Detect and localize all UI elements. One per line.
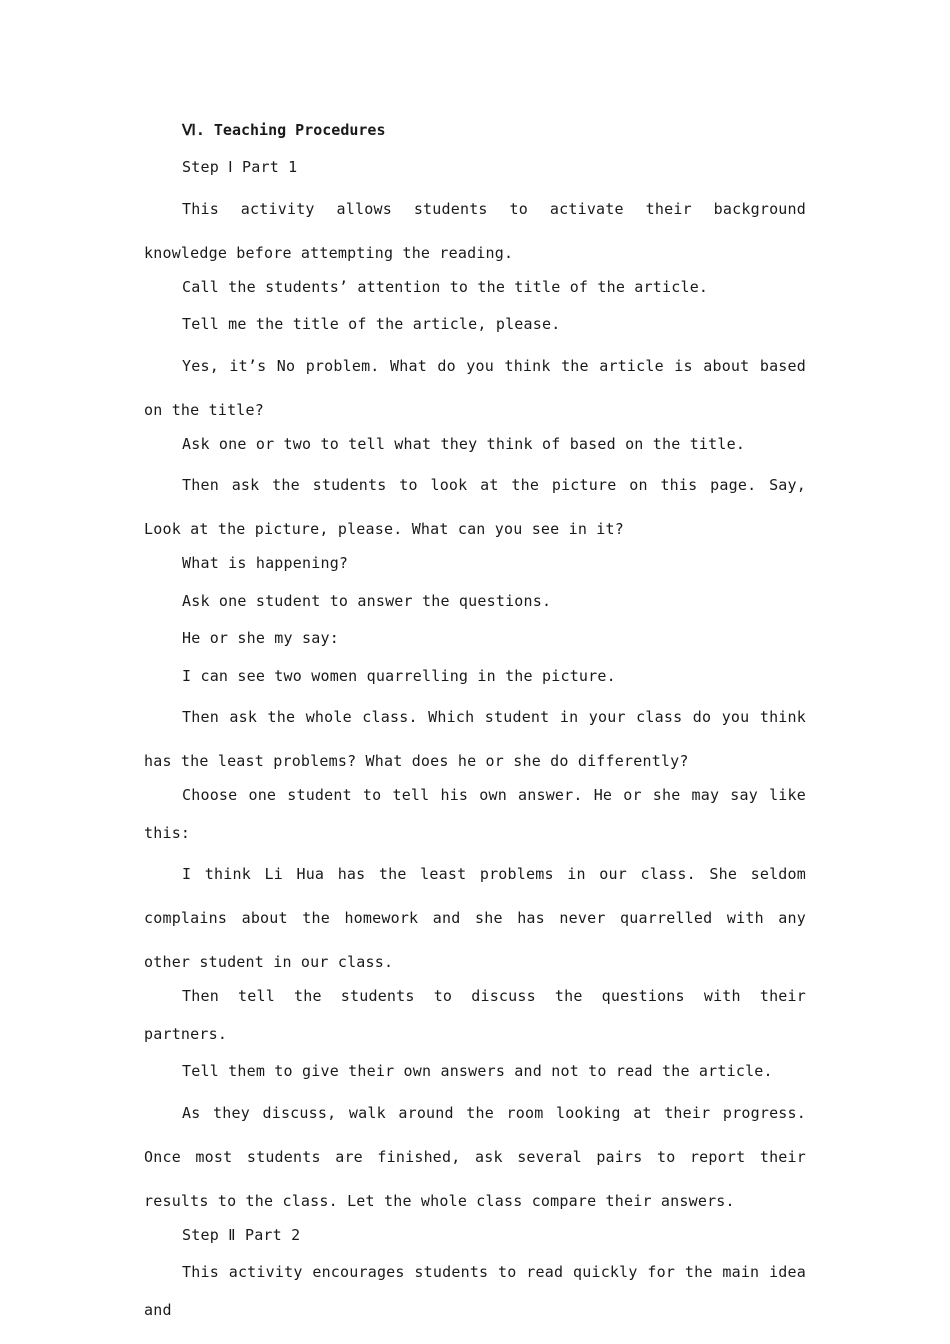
paragraph: He or she my say: — [182, 629, 339, 647]
paragraph: Choose one student to tell his own answer. He or she may say like this: — [144, 786, 806, 842]
paragraph: Call the students’ attention to the title of the article. — [182, 277, 709, 296]
paragraph: Then ask the students to look at the picture on this page. Say, Look at the picture, please. What can you see in it? — [144, 476, 806, 538]
paragraph: Tell me the title of the article, please. — [182, 315, 561, 333]
paragraph: Then tell the students to discuss the questions with their partners. — [144, 987, 806, 1043]
paragraph: Yes, it’s No problem. What do you think the article is about based on the title? — [144, 356, 806, 419]
paragraph: Ask one student to answer the questions. — [182, 591, 552, 610]
document-page — [144, 112, 806, 1329]
paragraph: Then ask the whole class. Which student in your class do you think has the least problems? What does he or she do differently? — [144, 708, 806, 770]
step-label: Step Ⅱ Part 2 — [182, 1225, 301, 1244]
paragraph: What is happening? — [182, 554, 349, 572]
paragraph: Ask one or two to tell what they think of based on the title. — [182, 434, 746, 453]
paragraph: This activity allows students to activate their background knowledge before attempting the reading. — [144, 199, 806, 262]
paragraph: This activity encourages students to read quickly for the main idea and — [144, 1263, 806, 1319]
paragraph: I think Li Hua has the least problems in our class. She seldom complains about the homework and she has never quarrelled with any other student in our class. — [144, 865, 806, 971]
section-heading: Ⅵ. Teaching Procedures — [182, 121, 386, 139]
step-label: Step Ⅰ Part 1 — [182, 158, 298, 176]
paragraph: Tell them to give their own answers and not to read the article. — [182, 1062, 773, 1080]
paragraph: I can see two women quarrelling in the picture. — [182, 666, 616, 685]
paragraph: As they discuss, walk around the room looking at their progress. Once most students are finished, ask several pairs to report their results to the class. Let the whole class compare their answers. — [144, 1103, 806, 1210]
